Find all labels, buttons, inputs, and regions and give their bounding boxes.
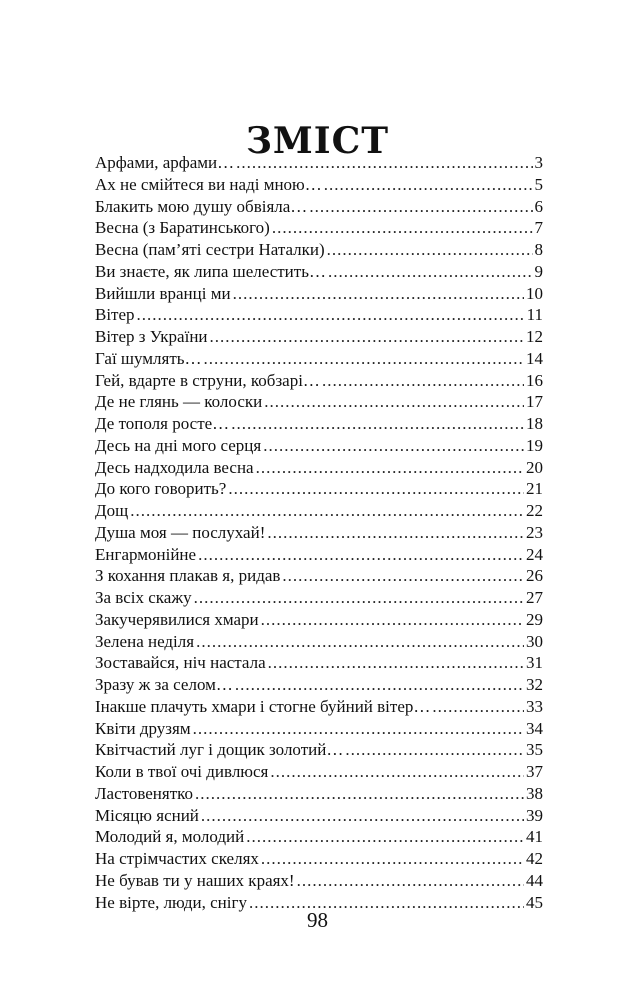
toc-entry (95, 239, 543, 261)
toc-dot-leader (204, 348, 524, 370)
toc-dot-leader (193, 718, 524, 740)
toc-entry-page: 9 (534, 261, 543, 281)
toc-dot-leader (235, 674, 524, 696)
toc-entry-page: 16 (526, 370, 543, 390)
toc-dot-leader (261, 609, 524, 631)
toc-dot-leader (261, 848, 524, 870)
toc-entry-page: 31 (526, 653, 543, 673)
toc-entry-title: Десь на дні мого серця (95, 435, 262, 455)
toc-entry-page: 38 (526, 783, 543, 803)
toc-entry-title: Блакить мою душу обвіяла… (95, 196, 308, 216)
toc-entry (95, 565, 543, 587)
toc-dot-leader (282, 565, 524, 587)
toc-entry-title: Вітер з України (95, 327, 208, 346)
toc-entry-title: Молодий я, молодий (95, 827, 245, 847)
toc-entry (95, 391, 543, 413)
toc-entry-page: 39 (526, 805, 543, 825)
toc-entry (95, 739, 543, 761)
toc-dot-leader (328, 261, 533, 283)
toc-entry-title: Ластовенятко (95, 783, 194, 803)
toc-entry (95, 152, 543, 174)
toc-dot-leader (246, 826, 524, 848)
toc-entry-title: Місяцю ясний (95, 805, 199, 825)
toc-entry (95, 761, 543, 783)
toc-entry-page: 12 (526, 327, 543, 346)
toc-entry-page: 34 (526, 718, 543, 738)
toc-dot-leader (309, 196, 532, 218)
toc-dot-leader (130, 500, 524, 522)
toc-entry (95, 522, 543, 544)
toc-dot-leader (345, 739, 524, 761)
toc-entry-title: Закучерявилися хмари (95, 609, 259, 629)
toc-entry-title: Квітчастий луг і дощик золотий… (95, 740, 344, 760)
toc-entry (95, 326, 543, 348)
toc-entry (95, 217, 543, 239)
toc-entry-page: 24 (526, 544, 543, 564)
toc-dot-leader (137, 304, 525, 326)
toc-entry (95, 478, 543, 500)
toc-entry (95, 370, 543, 392)
toc-entry (95, 544, 543, 566)
toc-entry-title: Душа моя — послухай! (95, 522, 266, 542)
toc-dot-leader (231, 413, 524, 435)
toc-entry-title: Ви знаєте, як липа шелестить… (95, 261, 326, 281)
toc-dot-leader (270, 761, 524, 783)
toc-dot-leader (195, 783, 524, 805)
toc-entry (95, 587, 543, 609)
toc-entry-page: 27 (526, 588, 543, 607)
toc-dot-leader (236, 152, 532, 174)
toc-entry (95, 609, 543, 631)
toc-entry (95, 196, 543, 218)
page-number: 98 (307, 908, 328, 932)
toc-entry-title: Де тополя росте… (95, 414, 230, 433)
toc-entry-title: Не бував ти у наших краях! (95, 870, 295, 890)
toc-entry-page: 14 (526, 348, 543, 368)
toc-entry-page: 30 (526, 631, 543, 651)
toc-entry (95, 674, 543, 696)
toc-entry-page: 37 (526, 762, 543, 781)
toc-entry (95, 304, 543, 326)
toc-entry-title: Весна (з Баратинського) (95, 218, 270, 238)
toc-dot-leader (264, 391, 524, 413)
toc-dot-leader (198, 544, 524, 566)
toc-dot-leader (268, 652, 524, 674)
toc-entry-title: З кохання плакав я, ридав (95, 566, 281, 586)
toc-entry-title: Гей, вдарте в струни, кобзарі… (95, 370, 320, 390)
toc-entry-page: 7 (534, 218, 543, 238)
toc-entry (95, 174, 543, 196)
toc-entry (95, 261, 543, 283)
toc-entry-title: Арфами, арфами… (95, 153, 235, 172)
toc-entry-title: Де не глянь — колоски (95, 392, 263, 412)
toc-entry (95, 826, 543, 848)
toc-entry (95, 435, 543, 457)
toc-entry-page: 6 (534, 196, 543, 216)
toc-entry-title: Весна (пам’яті сестри Наталки) (95, 240, 325, 259)
toc-entry-page: 45 (526, 892, 543, 912)
toc-entry (95, 500, 543, 522)
toc-entry (95, 348, 543, 370)
toc-entry-page: 21 (526, 479, 543, 499)
toc-entry (95, 696, 543, 718)
toc-entry (95, 848, 543, 870)
toc-entry-page: 11 (526, 305, 543, 325)
toc-dot-leader (263, 435, 524, 457)
page-title: ЗМІСТ (245, 120, 390, 163)
toc-entry-title: Коли в твої очі дивлюся (95, 762, 269, 781)
toc-entry-title: Десь надходила весна (95, 457, 254, 477)
toc-entry-page: 5 (534, 174, 543, 194)
toc-entry (95, 413, 543, 435)
toc-dot-leader (228, 478, 524, 500)
toc-entry-title: Зоставайся, ніч настала (95, 653, 266, 673)
toc-dot-leader (233, 283, 524, 305)
toc-entry-page: 33 (526, 696, 543, 716)
toc-entry-page: 23 (526, 522, 543, 542)
toc-entry-title: Вийшли вранці ми (95, 283, 231, 303)
toc-entry-title: За всіх скажу (95, 588, 192, 607)
toc-entry-page: 32 (526, 675, 543, 694)
toc-entry (95, 457, 543, 479)
toc-dot-leader (432, 696, 524, 718)
toc-dot-leader (210, 326, 524, 348)
toc-entry (95, 652, 543, 674)
toc-entry (95, 805, 543, 827)
toc-entry (95, 783, 543, 805)
toc-entry-title: Ах не смійтеся ви наді мною… (95, 174, 322, 194)
toc-entry-page: 29 (526, 609, 543, 629)
toc-entry-page: 20 (526, 457, 543, 477)
toc-entry-title: Інакше плачуть хмари і стогне буйний вітер… (95, 696, 431, 716)
toc-entry-page: 18 (526, 414, 543, 433)
toc-entry-title: До кого говорить? (95, 479, 227, 499)
toc-entry (95, 283, 543, 305)
toc-dot-leader (324, 174, 533, 196)
toc-entry (95, 718, 543, 740)
toc-entry-page: 10 (526, 283, 543, 303)
toc-entry-title: Квіти друзям (95, 718, 191, 738)
toc-entry-title: Дощ (95, 501, 129, 520)
toc-dot-leader (256, 457, 524, 479)
toc-entry-title: Гаї шумлять… (95, 348, 202, 368)
toc-entry-title: Вітер (95, 305, 135, 325)
toc-entry-title: Зразу ж за селом… (95, 675, 233, 694)
toc-dot-leader (297, 870, 524, 892)
toc-entry-page: 17 (526, 392, 543, 412)
toc-dot-leader (322, 370, 524, 392)
toc-dot-leader (272, 217, 533, 239)
toc-dot-leader (201, 805, 524, 827)
toc-entry-title: На стрімчастих скелях (95, 849, 259, 868)
toc-entry-page: 3 (534, 153, 543, 172)
toc-entry-title: Не вірте, люди, снігу (95, 892, 247, 912)
table-of-contents (95, 152, 543, 913)
toc-dot-leader (327, 239, 533, 261)
toc-dot-leader (267, 522, 524, 544)
toc-entry-page: 22 (526, 501, 543, 520)
toc-entry (95, 870, 543, 892)
toc-entry-page: 26 (526, 566, 543, 586)
toc-entry-page: 44 (526, 870, 543, 890)
toc-entry (95, 631, 543, 653)
toc-entry-page: 8 (534, 240, 543, 259)
toc-entry-page: 42 (526, 849, 543, 868)
toc-entry-page: 41 (526, 827, 543, 847)
toc-entry-title: Енгармонійне (95, 544, 197, 564)
toc-dot-leader (196, 631, 524, 653)
toc-entry-page: 19 (526, 435, 543, 455)
toc-entry-title: Зелена неділя (95, 631, 195, 651)
toc-dot-leader (194, 587, 524, 609)
toc-entry-page: 35 (526, 740, 543, 760)
